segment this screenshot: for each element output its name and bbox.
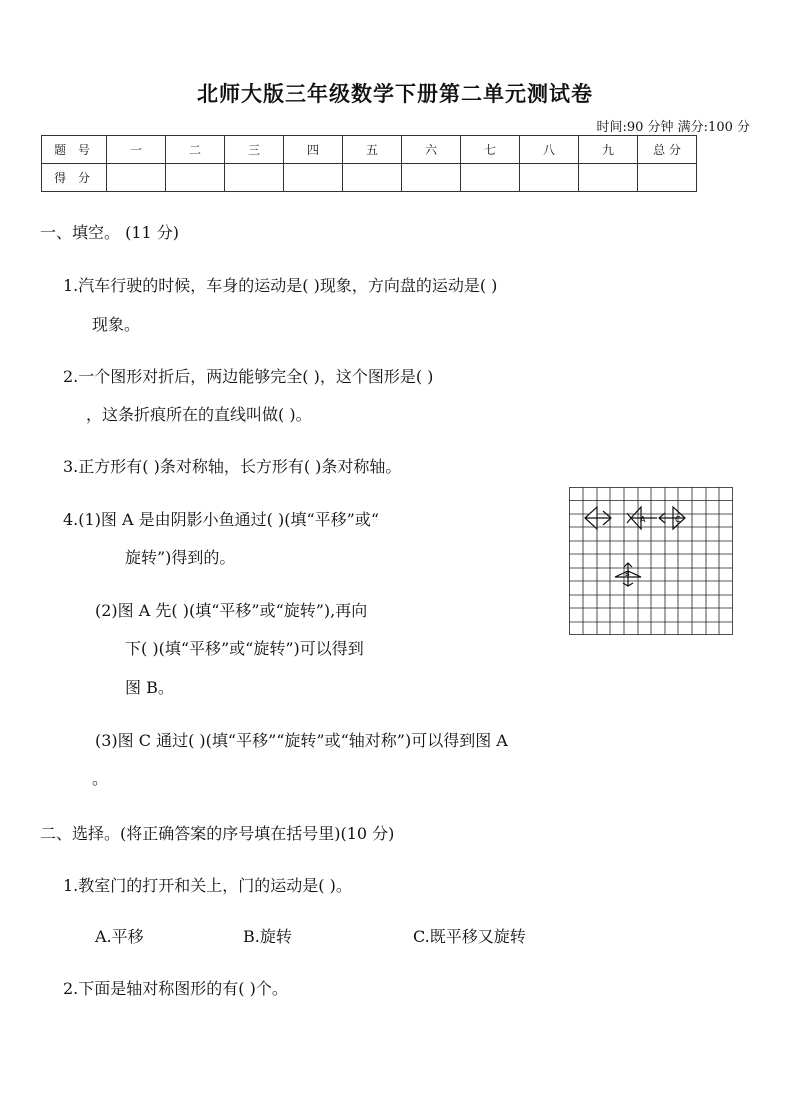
question-1-1: 1.汽车行驶的时候，车身的运动是( )现象，方向盘的运动是( )	[63, 276, 498, 295]
table-header-cell: 六	[402, 136, 461, 164]
page-title: 北师大版三年级数学下册第二单元测试卷	[197, 82, 593, 106]
question-1-2: 2.一个图形对折后，两边能够完全( )，这个图形是( )	[63, 367, 434, 386]
table-header-cell: 三	[225, 136, 284, 164]
question-1-1-cont: 现象。	[92, 315, 141, 334]
table-header-cell: 二	[166, 136, 225, 164]
question-1-2-cont: ，这条折痕所在的直线叫做( )。	[86, 405, 312, 424]
label-a: A	[640, 515, 646, 524]
table-row-label: 得 分	[42, 164, 107, 192]
question-2-2: 2.下面是轴对称图形的有( )个。	[63, 979, 288, 998]
table-header-cell: 四	[284, 136, 343, 164]
score-cell	[284, 164, 343, 192]
score-cell	[461, 164, 520, 192]
question-2-1: 1.教室门的打开和关上，门的运动是( )。	[63, 876, 352, 895]
score-cell	[166, 164, 225, 192]
score-table-score-row	[42, 164, 697, 192]
score-cell	[225, 164, 284, 192]
score-cell	[343, 164, 402, 192]
fish-grid-figure	[569, 487, 733, 635]
grid-lines	[569, 487, 733, 635]
table-header-cell: 七	[461, 136, 520, 164]
score-cell	[520, 164, 579, 192]
question-1-4-2-cont: 下( )(填“平移”或“旋转”)可以得到	[125, 639, 364, 658]
table-header-cell: 五	[343, 136, 402, 164]
question-1-4-2-cont2: 图 B。	[125, 678, 174, 697]
option-c: C.既平移又旋转	[413, 927, 526, 946]
question-1-4-3-cont: 。	[92, 769, 109, 788]
label-c: C	[675, 515, 681, 524]
score-cell	[579, 164, 638, 192]
fish-shape-c	[659, 507, 685, 529]
table-header-cell: 九	[579, 136, 638, 164]
score-table	[41, 135, 697, 192]
score-table-header-row	[42, 136, 697, 164]
option-a: A.平移	[95, 927, 144, 946]
table-header-cell: 总 分	[638, 136, 697, 164]
question-1-4-2: (2)图 A 先( )(填“平移”或“旋转”),再向	[95, 601, 368, 620]
score-cell	[107, 164, 166, 192]
time-and-score-info: 时间:90 分钟 满分:100 分	[596, 120, 750, 135]
question-1-4-1: 4.(1)图 A 是由阴影小鱼通过( )(填“平移”或“	[63, 510, 380, 529]
question-1-4-1-cont: 旋转”)得到的。	[125, 548, 236, 567]
label-b: B	[625, 570, 630, 578]
table-header-cell: 题 号	[42, 136, 107, 164]
score-cell	[402, 164, 461, 192]
table-header-cell: 一	[107, 136, 166, 164]
table-header-cell: 八	[520, 136, 579, 164]
section1-heading: 一、填空。 (11 分)	[40, 223, 180, 242]
section2-heading: 二、选择。(将正确答案的序号填在括号里)(10 分)	[40, 824, 395, 843]
score-cell	[638, 164, 697, 192]
option-b: B.旋转	[243, 927, 292, 946]
question-1-3: 3.正方形有( )条对称轴，长方形有( )条对称轴。	[63, 457, 402, 476]
question-1-4-3: (3)图 C 通过( )(填“平移”“旋转”或“轴对称”)可以得到图 A	[95, 731, 508, 750]
fish-shape-left	[585, 507, 611, 529]
